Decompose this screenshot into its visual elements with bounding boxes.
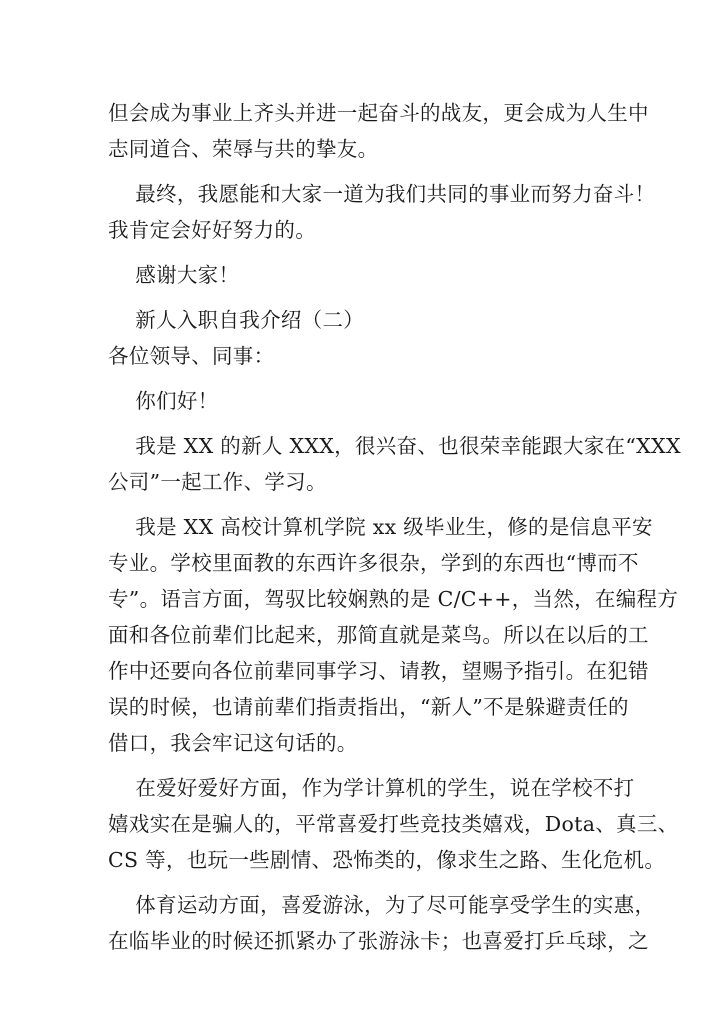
text-line: 在临毕业的时候还抓紧办了张游泳卡；也喜爱打乒乓球，之 <box>108 929 649 953</box>
text-line: 我是 XX 高校计算机学院 xx 级毕业生，修的是信息平安 <box>108 515 653 539</box>
text-line: 专”。语言方面，驾驭比较娴熟的是 C/C++，当然，在编程方 <box>108 587 679 611</box>
text-line: 公司”一起工作、学习。 <box>108 470 327 494</box>
text-line: 各位领导、同事： <box>108 344 275 368</box>
text-line: 我是 XX 的新人 XXX，很兴奋、也很荣幸能跟大家在“XXX <box>108 434 681 458</box>
text-line: 借口，我会牢记这句话的。 <box>108 731 358 755</box>
text-line: 在爱好爱好方面，作为学计算机的学生，说在学校不打 <box>108 776 635 800</box>
text-line: 志同道合、荣辱与共的挚友。 <box>108 137 379 161</box>
text-line: CS 等，也玩一些剧情、恐怖类的，像求生之路、生化危机。 <box>108 848 666 872</box>
text-line: 专业。学校里面教的东西许多很杂，学到的东西也“博而不 <box>108 551 639 575</box>
text-line: 嬉戏实在是骗人的，平常喜爱打些竞技类嬉戏，Dota、真三、 <box>108 812 679 836</box>
text-line: 我肯定会好好努力的。 <box>108 218 316 242</box>
text-line: 感谢大家！ <box>108 263 240 287</box>
text-line: 误的时候，也请前辈们指责指出，“新人”不是躲避责任的 <box>108 695 629 719</box>
section-heading: 新人入职自我介绍（二） <box>108 308 365 332</box>
text-line: 你们好！ <box>108 389 219 413</box>
text-line: 但会成为事业上齐头并进一起奋斗的战友，更会成为人生中 <box>108 101 649 125</box>
document-body <box>108 95 681 959</box>
text-line: 面和各位前辈们比起来，那简直就是菜鸟。所以在以后的工 <box>108 623 649 647</box>
text-line: 体育运动方面，喜爱游泳，为了尽可能享受学生的实惠， <box>108 893 656 917</box>
text-line: 最终，我愿能和大家一道为我们共同的事业而努力奋斗！ <box>108 182 656 206</box>
text-line: 作中还要向各位前辈同事学习、请教，望赐予指引。在犯错 <box>108 659 649 683</box>
